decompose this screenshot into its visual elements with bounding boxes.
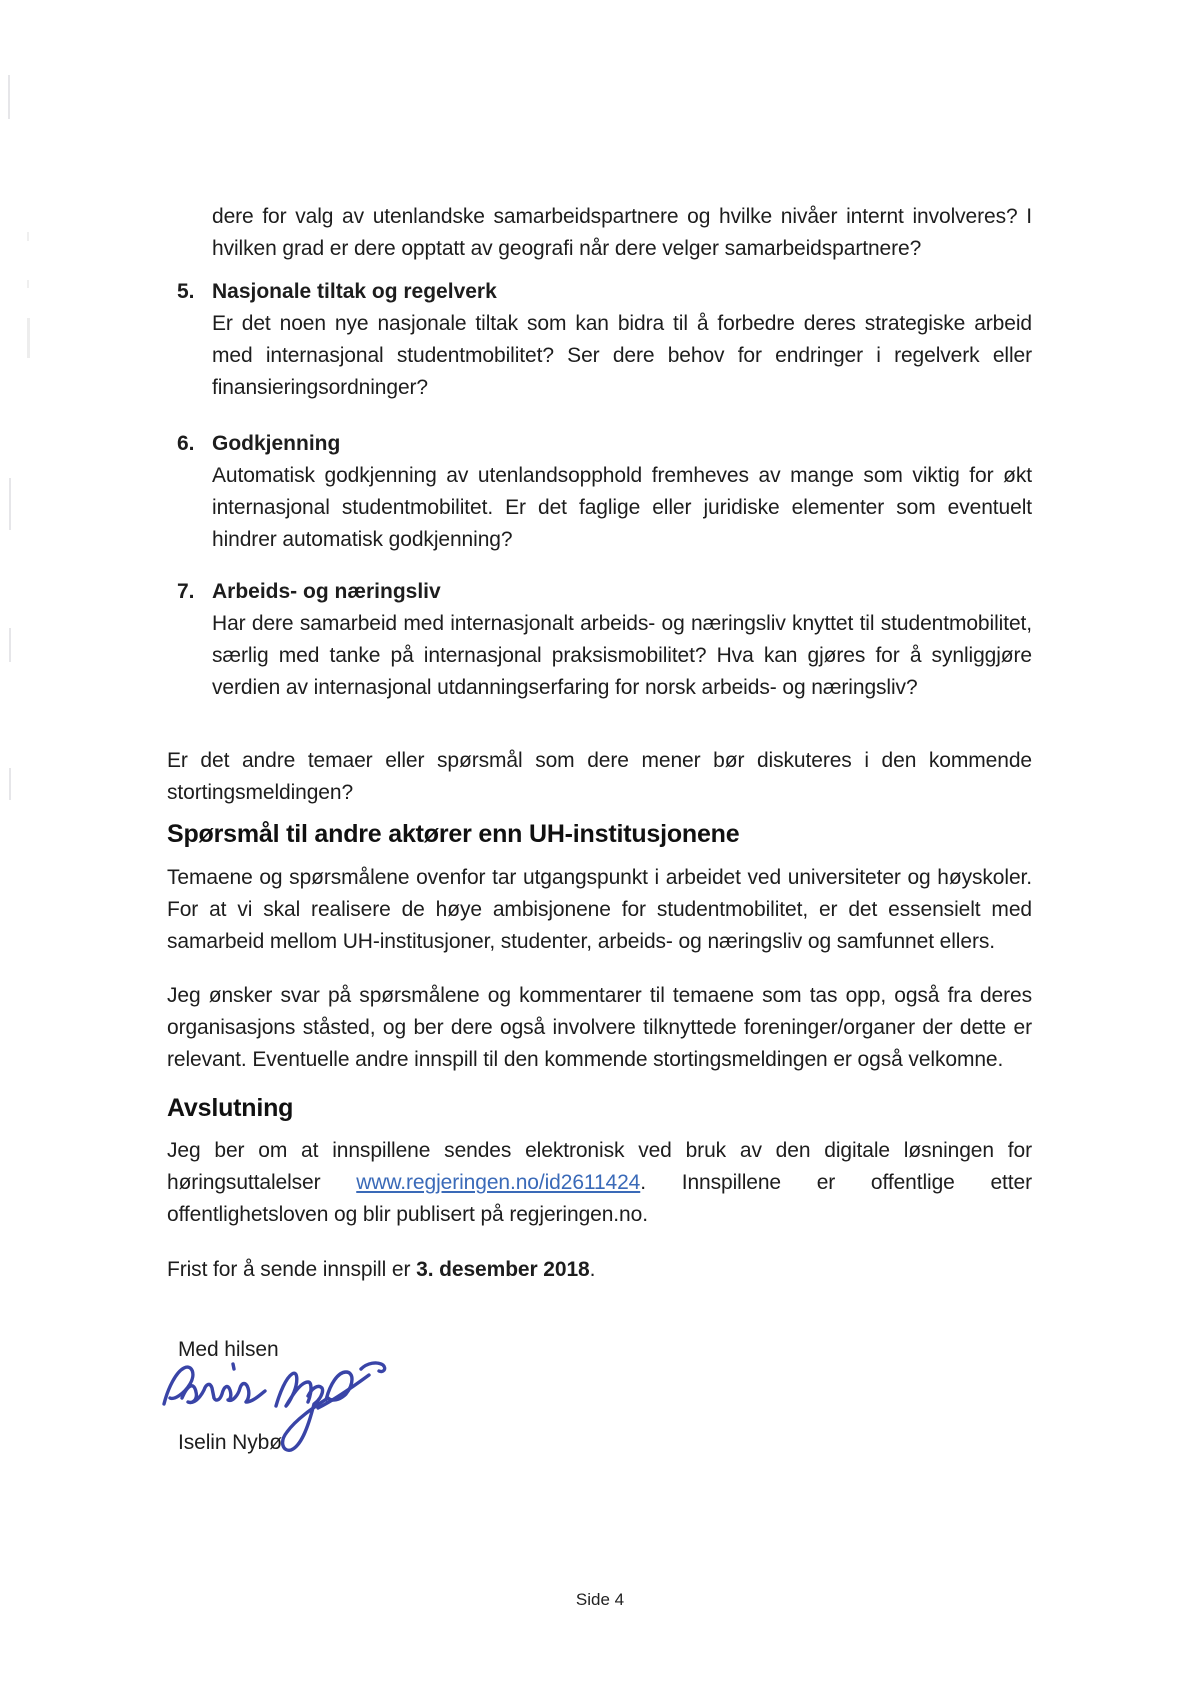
paragraph-closing-question: Er det andre temaer eller spørsmål som dere mener bør diskuteres i den kommende stortingsmeldingen? bbox=[167, 749, 1032, 804]
question-title: Arbeids- og næringsliv bbox=[212, 580, 441, 603]
question-body: Automatisk godkjenning av utenlandsopphold fremheves av mange som viktig for økt internasjonal studentmobilitet. Er det faglige eller juridiske elementer som eventuelt hindrer automatisk godkjenning? bbox=[212, 464, 1032, 551]
deadline-date: 3. desember 2018 bbox=[416, 1258, 590, 1281]
conclusion-text-after-link: . Innspillene er offentlige etter offentlighetsloven og blir publisert på regjeringen.no. bbox=[167, 1171, 1032, 1226]
scan-artifact bbox=[9, 628, 11, 662]
scan-artifact bbox=[27, 318, 30, 358]
paragraph-deadline bbox=[167, 1254, 1032, 1286]
scan-artifact bbox=[8, 75, 10, 119]
paragraph-other-actors-1: Temaene og spørsmålene ovenfor tar utgangspunkt i arbeidet ved universiteter og høyskoler. For at vi skal realisere de høye ambisjonene for studentmobilitet, er det essensielt med samarbeid mellom UH-institusjoner, studenter, arbeids- og næringsliv og samfunnet ellers. bbox=[167, 866, 1032, 953]
signer-printed-name: Iselin Nybø bbox=[178, 1431, 282, 1454]
question-item-6 bbox=[177, 428, 1032, 556]
scan-artifact bbox=[9, 478, 11, 530]
question-body: Er det noen nye nasjonale tiltak som kan bidra til å forbedre deres strategiske arbeid med internasjonal studentmobilitet? Ser dere behov for endringer i regelverk eller finansieringsordninger? bbox=[212, 312, 1032, 399]
question-title: Nasjonale tiltak og regelverk bbox=[212, 280, 497, 303]
question-body: Har dere samarbeid med internasjonalt arbeids- og næringsliv knyttet til studentmobilitet, særlig med tanke på internasjonal praksismobilitet? Hva kan gjøres for å synliggjøre verdien av internasjonal utdanningserfaring for norsk arbeids- og næringsliv? bbox=[212, 612, 1032, 699]
section-heading-other-actors: Spørsmål til andre aktører enn UH-institusjonene bbox=[167, 819, 740, 848]
deadline-prefix: Frist for å sende innspill er bbox=[167, 1258, 417, 1281]
page-number: Side 4 bbox=[575, 1590, 625, 1609]
question-title: Godkjenning bbox=[212, 432, 341, 455]
question-number: 7. bbox=[177, 580, 195, 603]
question-item-7 bbox=[177, 576, 1032, 704]
question-number: 6. bbox=[177, 432, 195, 455]
scan-artifact bbox=[27, 232, 29, 241]
conclusion-text-before-link: Jeg ber om at innspillene sendes elektronisk ved bruk av den digitale løsningen for høringsuttalelser bbox=[167, 1139, 1032, 1194]
question-number: 5. bbox=[177, 280, 195, 303]
scan-artifact bbox=[9, 768, 11, 800]
section-heading-conclusion: Avslutning bbox=[167, 1093, 294, 1122]
question-item-5 bbox=[177, 276, 1032, 404]
scan-artifact bbox=[27, 280, 29, 288]
hearing-portal-link[interactable]: www.regjeringen.no/id2611424 bbox=[356, 1171, 641, 1194]
deadline-suffix: . bbox=[589, 1258, 596, 1281]
paragraph-conclusion bbox=[167, 1135, 1032, 1231]
paragraph-other-actors-2: Jeg ønsker svar på spørsmålene og kommentarer til temaene som tas opp, også fra deres organisasjons ståsted, og ber dere også involvere tilknyttede foreninger/organer der dette er relevant. Eventuelle andre innspill til den kommende stortingsmeldingen er også velkomne. bbox=[167, 984, 1032, 1071]
salutation: Med hilsen bbox=[178, 1338, 279, 1361]
paragraph-continuation: dere for valg av utenlandske samarbeidspartnere og hvilke nivåer internt involveres? I hvilken grad er dere opptatt av geografi når dere velger samarbeidspartnere? bbox=[212, 205, 1032, 260]
